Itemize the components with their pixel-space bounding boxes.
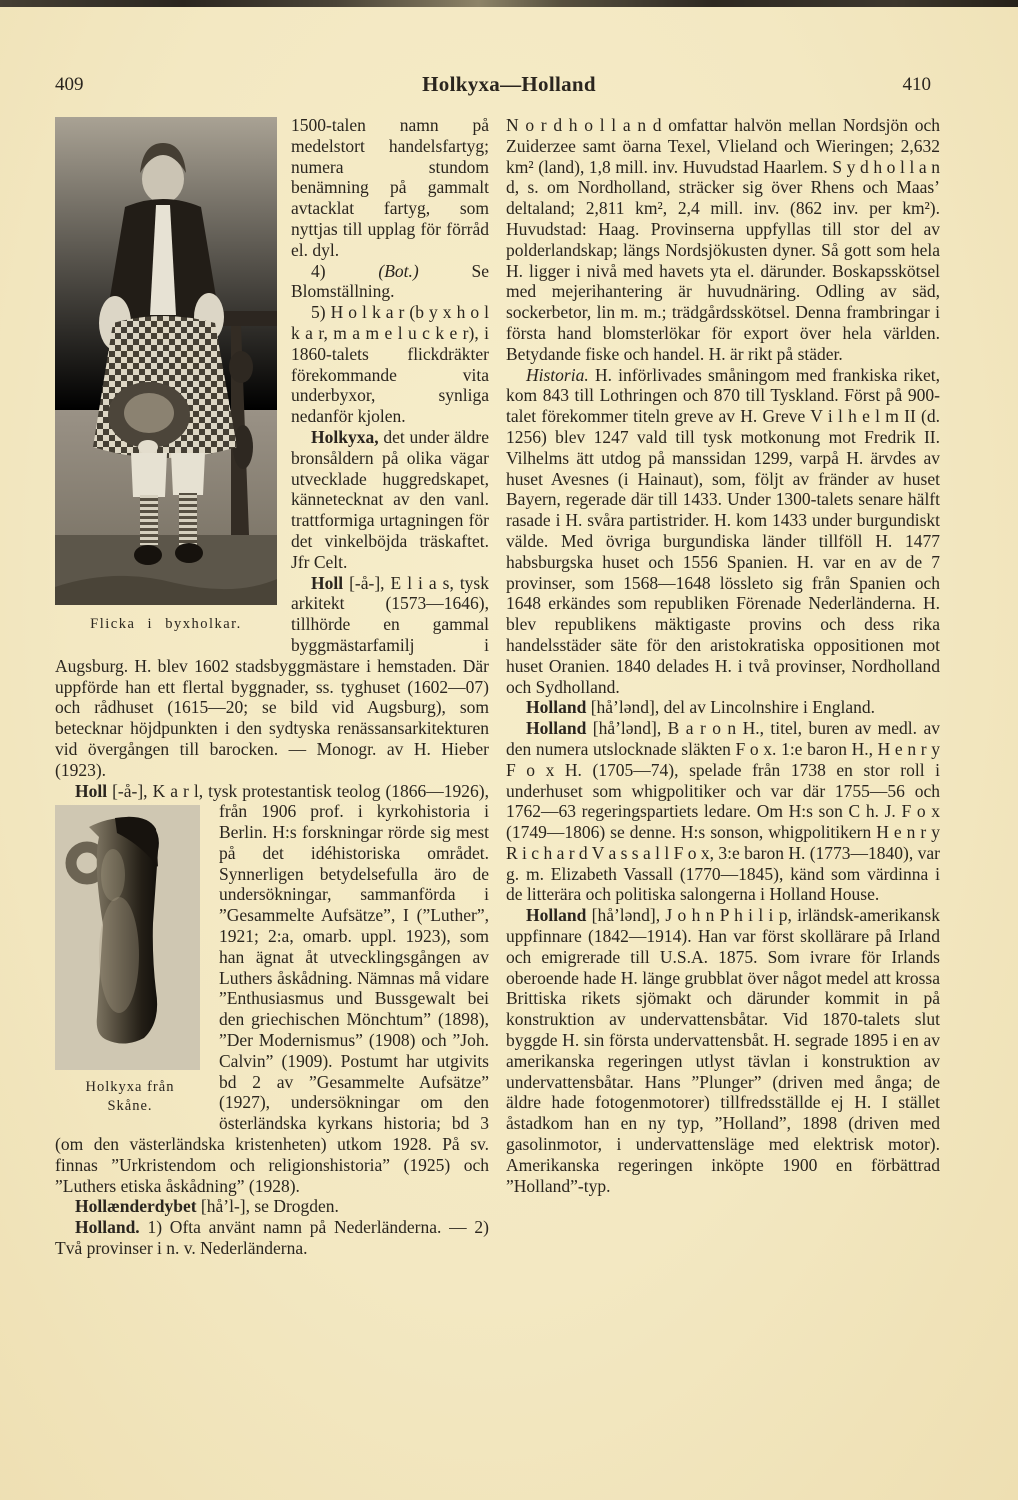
entry-holland-name: Holland. 1) Ofta använt namn på Nederländerna. — 2) Två provinser i n. v. Nederländerna. (55, 1217, 489, 1259)
entry-holl-karl (55, 781, 489, 1197)
girl-photo (55, 117, 277, 605)
axe-photo-caption: Holkyxa från Skåne. (85, 1079, 175, 1114)
girl-photo-caption: Flicka i byxholkar. (90, 616, 242, 632)
entry-holland-lincolnshire: Holland [hå’lənd], del av Lincolnshire i England. (526, 697, 875, 718)
entry-holland-john-philip: Holland [hå’lənd], J o h n P h i l i p, irländsk-amerikansk uppfinnare (1842—1914). Han var först skollärare på Irland och emigrerade till U.S.A. 1875. Som ivrare för Irlands oberoende hade H. länge grubblat över något medel att krossa Brittiska rikets sjömakt och därunder kommit in på konstruktion av undervattensbåtar. Vid 1870-talets slut byggde H. sin första undervattensbåt. H. segrade 1895 i en av amerikanska regeringen utlyst tävlan i konstruktion av undervattensbåtar. Hans ”Plunger” (driven med ånga; de äldre hade fotogenmotorer) tillfredsställde ej H. I stället åstadkom han en ny typ, ”Holland”, 1898 (driven med gasolinmotor, i undervattensläge med elektrisk motor). Amerikanska regeringen inköpte 1900 en förbättrad ”Holland”-typ. (506, 905, 940, 1196)
entry-holk-4-bot: 4) (Bot.) Se Blomställning. (291, 260, 490, 302)
entry-holkyxa: Holkyxa, det under äldre bronsåldern på olika vägar utvecklade huggredskapet, kännetecknat av den vanl. trattformiga urtagningen för det vinkelböjda träskaftet. Jfr Celt. (291, 426, 489, 572)
entry-holl-elias: Holl [-å-], E l i a s, tysk arkitekt (1573—1646), tillhörde en gammal byggmästarfamilj i Augsburg. H. blev 1602 stadsbyggmästare i hemstaden. Där uppförde han ett flertal byggnader, ss. tyghuset (1602—07) och rådhuset (1615—20; se bild vid Augsburg), som betecknar höjdpunkten i den sydtyska renässansarkitekturen vid övergången till barocken. — Monogr. av H. Hieber (1923). (55, 572, 489, 780)
axe-photo-figure (55, 805, 205, 1115)
page-title: Holkyxa—Holland (422, 72, 596, 96)
entry-holk-continuation: 1500-talen namn på medelstort handelsfartyg; numera stundom benämning på gammalt avtacklat fartyg, som nyttjas till upplag för förråd el. dyl. (291, 115, 489, 260)
entry-holland-baron: Holland [hå’lənd], B a r o n H., titel, buren av medl. av den numera utslocknade släkten F o x. 1:e baron H., H e n r y F o x H. (1705—74), spelade från 1738 en stor roll i underhuset som whigpolitiker och var där 1755—56 och 1762—63 regeringspartiets ledare. Om H:s son C h. J. F o x (1749—1806) se denne. H:s sonson, whigpolitikern H e n r y R i c h a r d V a s s a l l F o x, 3:e baron H. (1773—1840), var g. m. Elizabeth Vassall (1770—1845), känd som värdinna i de litterära och politiska salongerna i Holland House. (506, 718, 940, 905)
entry-holl-karl-lead: Holl [-å-], K a r l, tysk protestantisk teolog (1866—1926), från 1906 prof. i kyrkohistoria i (75, 780, 489, 822)
left-column (55, 115, 489, 1259)
axe-photo (55, 805, 200, 1070)
two-column-text (55, 115, 963, 1259)
entry-holland-provinces: N o r d h o l l a n d omfattar halvön mellan Nordsjön och Zuiderzee samt öarna Texel, Vlieland och Wieringen; 2,632 km² (land), 1,8 mill. inv. Huvudstad Haarlem. S y d h o l l a n d, s. om Nordholland, sträcker sig över Rhens och Maas’ deltaland; 2,811 km², 2,4 mill. inv. (862 inv. per km²). Huvudstad: Haag. Provinserna uppfyllas till stor del av polderlandskap; längs Nordsjökusten dyner. Så gott som hela H. ligger i nivå med havets yta el. därunder. Boskapsskötsel med mejerihantering är huvudnäring. Odling av säd, sockerbetor, lin m. m.; trädgårdsskötsel. Denna frambringar i första hand blomsterlökar för export över hela världen. Betydande fiske och handel. H. är rikt på städer. (506, 115, 940, 364)
page-header (55, 0, 963, 104)
entry-hollaenderdybet: Hollænderdybet [hå’l-], se Drogden. (75, 1196, 339, 1217)
entry-holland-historia: Historia. H. införlivades småningom med frankiska riket, kom 843 till Lothringen och 870 till Tyskland. Först på 900-talet förekommer titeln greve av H. Greve V i l h e l m II (d. 1256) blev 1247 vald till tysk motkonung mot Fredrik II. Vilhelms ätt utdog på manssidan 1299, varpå H. ärvdes av huset Avesnes (i Hainaut), som, följt av fränder av huset Bayern, regerade där till 1433. Under 1300-talets senare hälft rasade i H. svåra partistrider. H. kom 1433 under burgundiskt välde. Med övriga burgundiska länder tillföll H. 1477 habsburgska huset och 1556 Spanien. H. var en av de 7 provinser, som 1568—1648 lössleto sig från Spanien och 1648 erkändes som republiken Förenade Nederländerna. H. blev republikens mäktigaste provins och dess rika handelsstäder säte för den aristokratiska oppositionen mot huset Oranien. 1840 delades H. i två provinser, Nordholland och Sydholland. (506, 364, 940, 697)
girl-photo-figure (55, 117, 277, 633)
entry-holl-karl-body: Berlin. H:s forskningar rörde sig mest på det idéhistoriska området. Synnerligen betydelsefulla äro de undersökningar, sammanförda i ”Gesammelte Aufsätze”, I (”Luther”, 1921; 2:a, omarb. uppl. 1923), som han ägnat åt utvecklingsgången av Luthers åskådning. Nämnas må vidare ”Enthusiasmus und Bussgewalt bei den griechischen Mönchtum” (1898), ”Der Modernismus” (1908) och ”Joh. Calvin” (1909). Postumt har utgivits bd 2 av ”Gesammelte Aufsätze” (1927), undersökningar om den österländska kyrkans historia; bd 3 (om den västerländska kristenheten) utkom 1928. På sv. finnas ”Urkristendom och religionshistoria” (1925) och ”Luthers etiska åskådning” (1928). (55, 822, 489, 1196)
entry-holkar: 5) H o l k a r (b y x h o l k a r, m a m e l u c k e r), i 1860-talets flickdräkter förekommande vita underbyxor, synliga nedanför kjolen. (291, 302, 489, 427)
left-page-number: 409 (55, 74, 84, 95)
right-page-number: 410 (902, 74, 931, 95)
right-column (506, 115, 940, 1259)
